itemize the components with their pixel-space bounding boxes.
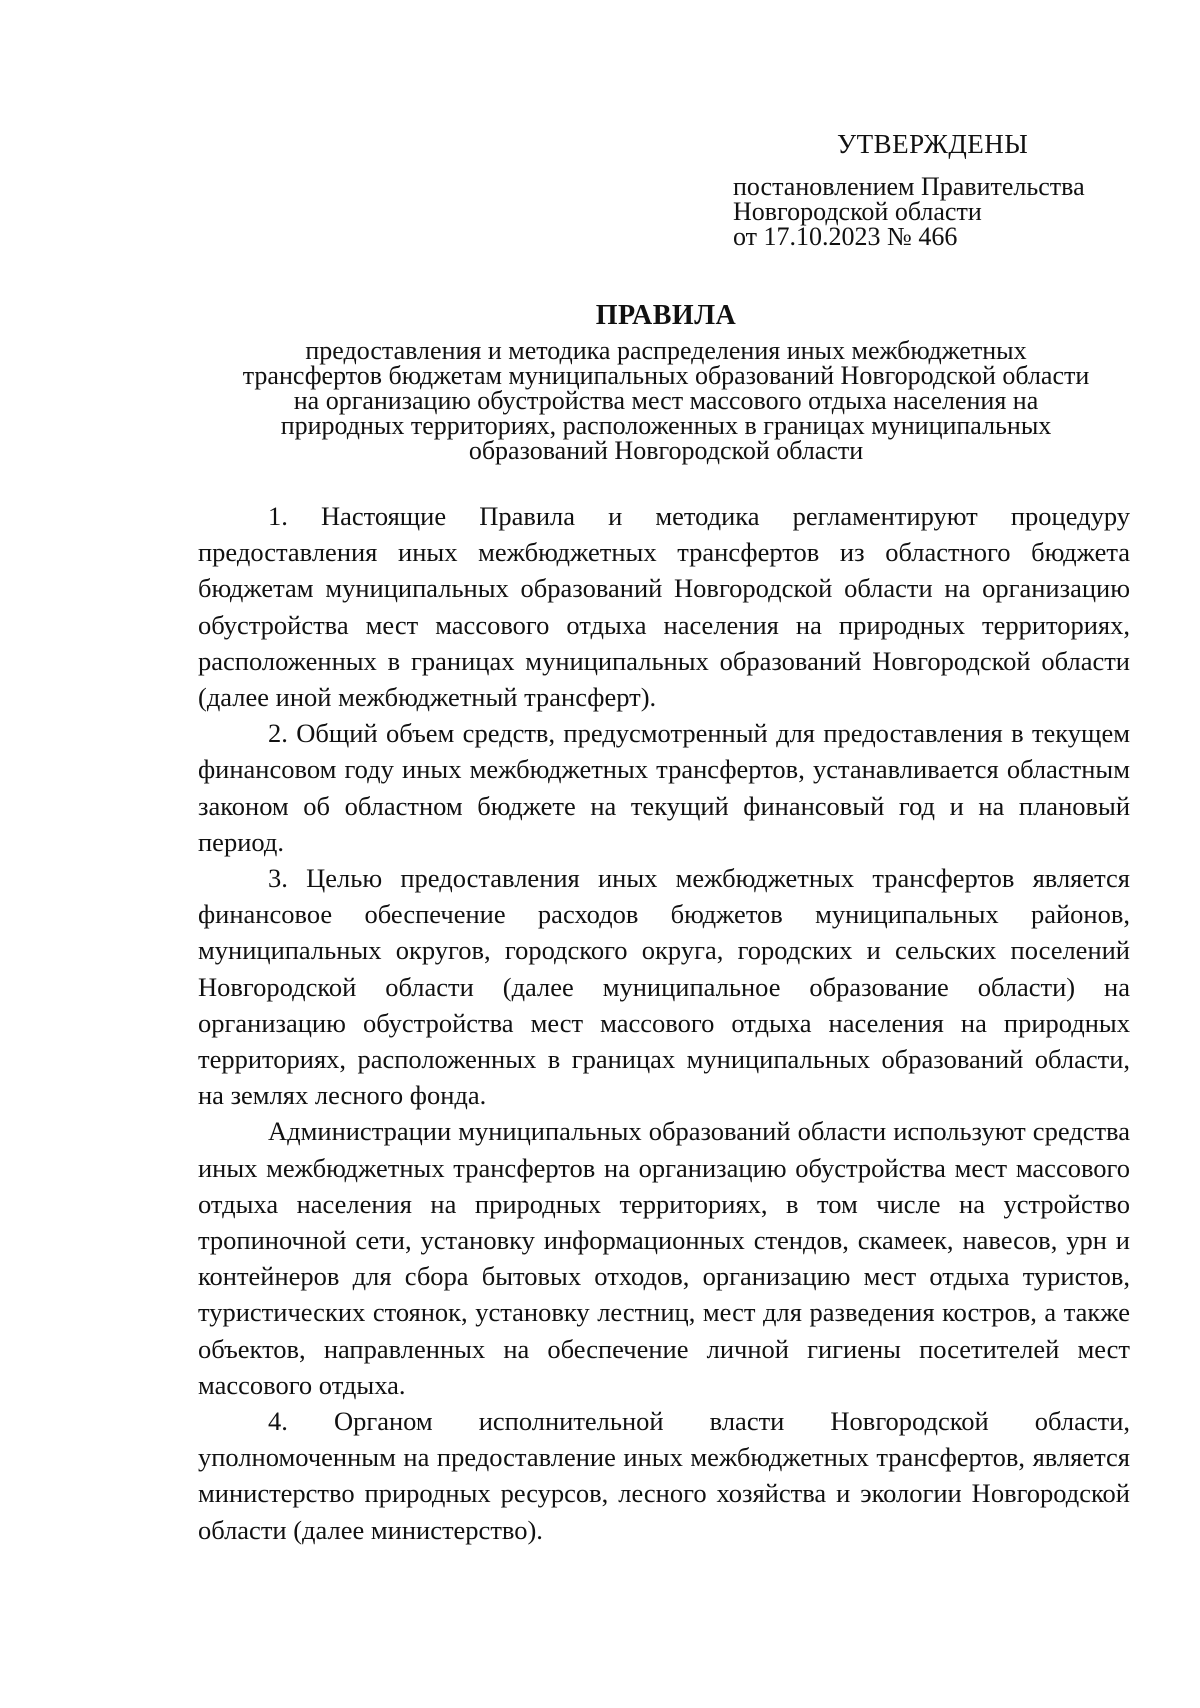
paragraph-1: 1. Настоящие Правила и методика регламентируют процедуру предоставления иных межбюджетных трансфертов из областного бюджета бюджетам муниципальных образований Новгородской области на организацию обустройства мест массового отдыха населения на природных территориях, расположенных в границах муниципальных образований Новгородской области (далее иной межбюджетный трансферт). [198, 501, 1130, 713]
subtitle-line: трансфертов бюджетам муниципальных образований Новгородской области [242, 361, 1090, 390]
document-subtitle [160, 338, 1172, 463]
paragraph-3: 3. Целью предоставления иных межбюджетных трансфертов является финансовое обеспечение расходов бюджетов муниципальных районов, муниципальных округов, городского округа, городских и сельских поселений Новгородской области (далее муниципальное образование области) на организацию обустройства мест массового отдыха населения на природных территориях, расположенных в границах муниципальных образований области, на землях лесного фонда. [198, 863, 1130, 1111]
subtitle-line: образований Новгородской области [468, 436, 864, 465]
paragraph-2: 2. Общий объем средств, предусмотренный для предоставления в текущем финансовом году иных межбюджетных трансфертов, устанавливается областным законом об областном бюджете на текущий финансовый год и на плановый период. [198, 718, 1130, 857]
subtitle-line: предоставления и методика распределения иных межбюджетных [305, 336, 1027, 365]
document-body [198, 498, 1130, 1548]
paragraph-4: 4. Органом исполнительной власти Новгородской области, уполномоченным на предоставление иных межбюджетных трансфертов, является министерство природных ресурсов, лесного хозяйства и экологии Новгородской области (далее министерство). [198, 1406, 1130, 1545]
approval-line-3: от 17.10.2023 № 466 [733, 222, 958, 251]
subtitle-line: природных территориях, расположенных в границах муниципальных [280, 411, 1052, 440]
document-title: ПРАВИЛА [595, 300, 737, 331]
approval-title: УТВЕРЖДЕНЫ [837, 129, 1029, 159]
approval-stamp-block [733, 128, 1153, 249]
approval-line-2: Новгородской области [733, 197, 982, 226]
approval-line-1: постановлением Правительства [733, 172, 1085, 201]
paragraph-3-continued: Администрации муниципальных образований области используют средства иных межбюджетных трансфертов на организацию обустройства мест массового отдыха населения на природных территориях, в том числе на устройство тропиночной сети, установку информационных стендов, скамеек, навесов, урн и контейнеров для сбора бытовых отходов, организацию мест отдыха туристов, туристических стоянок, установку лестниц, мест для разведения костров, а также объектов, направленных на обеспечение личной гигиены посетителей мест массового отдыха. [198, 1116, 1130, 1400]
subtitle-line: на организацию обустройства мест массового отдыха населения на [293, 386, 1039, 415]
